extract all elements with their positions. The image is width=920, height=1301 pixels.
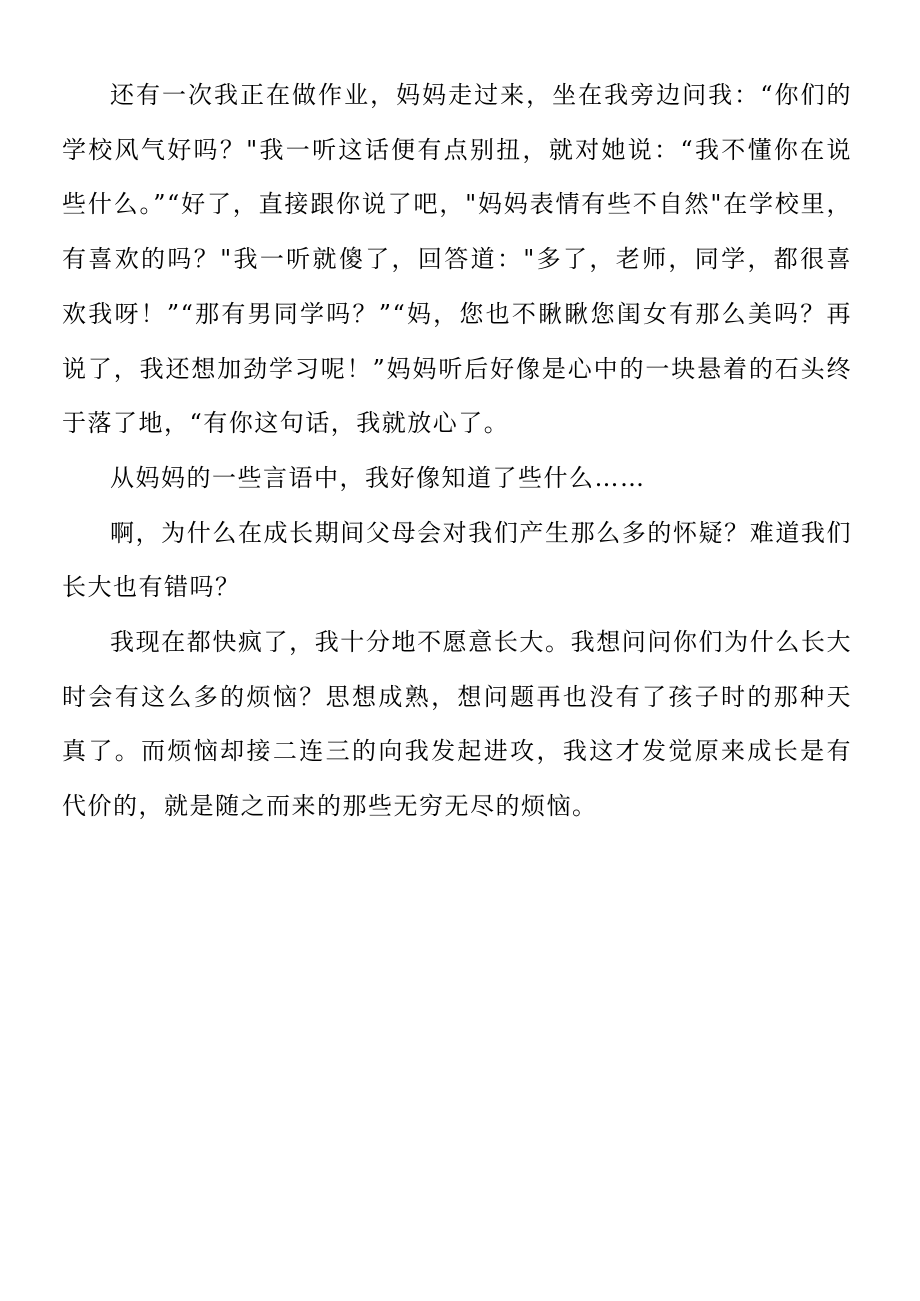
paragraph-question: 啊，为什么在成长期间父母会对我们产生那么多的怀疑？难道我们长大也有错吗？	[62, 518, 852, 602]
paragraph-mom-conversation: 还有一次我正在做作业，妈妈走过来，坐在我旁边问我：“你们的学校风气好吗？"我一听这话便有点别扭，就对她说：“我不懂你在说些什么。”“好了，直接跟你说了吧，"妈妈表情有些不自然"在学校里，有喜欢的吗？"我一听就傻了，回答道："多了，老师，同学，都很喜欢我呀！”“那有男同学吗？”“妈，您也不瞅瞅您闺女有那么美吗？再说了，我还想加劲学习呢！”妈妈听后好像是心中的一块悬着的石头终于落了地，“有你这句话，我就放心了。	[62, 81, 852, 438]
document-page	[62, 68, 852, 834]
paragraph-growing-pains: 我现在都快疯了，我十分地不愿意长大。我想问问你们为什么长大时会有这么多的烦恼？思想成熟，想问题再也没有了孩子时的那种天真了。而烦恼却接二连三的向我发起进攻，我这才发觉原来成长是有代价的，就是随之而来的那些无穷无尽的烦恼。	[62, 628, 852, 821]
paragraph-realization: 从妈妈的一些言语中，我好像知道了些什么……	[110, 463, 646, 492]
